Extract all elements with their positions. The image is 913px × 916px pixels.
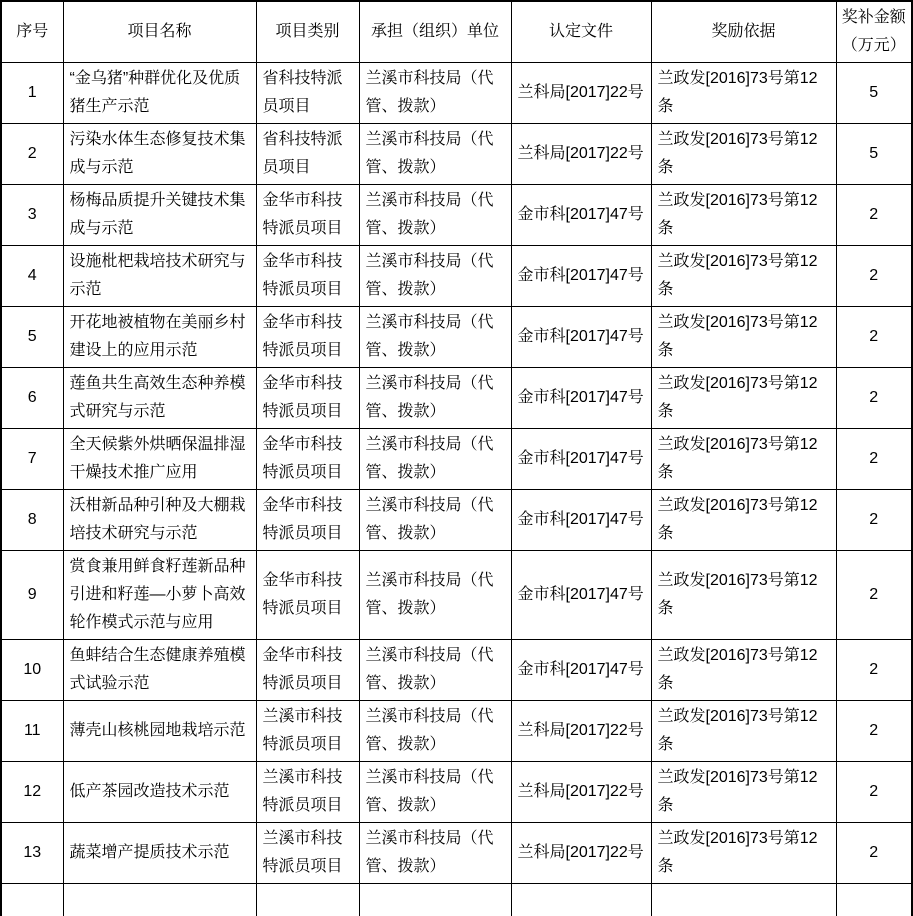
cell-category: 兰溪市科技特派员项目 [256,823,359,884]
cell-empty [651,884,836,916]
cell-category: 兰溪市科技特派员项目 [256,762,359,823]
cell-no: 4 [1,246,63,307]
cell-amount: 2 [836,490,912,551]
cell-amount: 5 [836,124,912,185]
cell-name: 开花地被植物在美丽乡村建设上的应用示范 [63,307,256,368]
header-cell-no: 序号 [1,1,63,63]
header-cell-category: 项目类别 [256,1,359,63]
header-cell-basis: 奖励依据 [651,1,836,63]
cell-basis: 兰政发[2016]73号第12条 [651,823,836,884]
header-row [1,1,912,63]
table-row [1,124,912,185]
cell-amount: 2 [836,701,912,762]
cell-document: 兰科局[2017]22号 [511,823,651,884]
cell-document: 兰科局[2017]22号 [511,762,651,823]
cell-empty [256,884,359,916]
cell-no: 7 [1,429,63,490]
table-row [1,368,912,429]
cell-amount: 2 [836,551,912,640]
cell-category: 省科技特派员项目 [256,63,359,124]
cell-category: 金华市科技特派员项目 [256,307,359,368]
cell-name: 薄壳山核桃园地栽培示范 [63,701,256,762]
cell-unit: 兰溪市科技局（代管、拨款） [359,124,511,185]
cell-category: 金华市科技特派员项目 [256,640,359,701]
cell-document: 金市科[2017]47号 [511,640,651,701]
table-row [1,307,912,368]
cell-basis: 兰政发[2016]73号第12条 [651,762,836,823]
header-cell-unit: 承担（组织）单位 [359,1,511,63]
table-row [1,762,912,823]
cell-amount: 2 [836,368,912,429]
cell-empty [63,884,256,916]
cell-unit: 兰溪市科技局（代管、拨款） [359,429,511,490]
cell-basis: 兰政发[2016]73号第12条 [651,551,836,640]
cell-name: 设施枇杷栽培技术研究与示范 [63,246,256,307]
cell-category: 金华市科技特派员项目 [256,185,359,246]
cell-amount: 2 [836,762,912,823]
header-cell-name: 项目名称 [63,1,256,63]
cell-document: 金市科[2017]47号 [511,368,651,429]
cell-amount: 2 [836,246,912,307]
cell-amount: 2 [836,823,912,884]
table-row [1,823,912,884]
cell-basis: 兰政发[2016]73号第12条 [651,701,836,762]
cell-name: 全天候紫外烘晒保温排湿干燥技术推广应用 [63,429,256,490]
header-cell-document: 认定文件 [511,1,651,63]
cell-basis: 兰政发[2016]73号第12条 [651,640,836,701]
cell-unit: 兰溪市科技局（代管、拨款） [359,185,511,246]
cell-unit: 兰溪市科技局（代管、拨款） [359,490,511,551]
table-row [1,429,912,490]
cell-empty [836,884,912,916]
cell-amount: 2 [836,185,912,246]
cell-no: 10 [1,640,63,701]
cell-name: 沃柑新品种引种及大棚栽培技术研究与示范 [63,490,256,551]
cell-no: 1 [1,63,63,124]
cell-document: 兰科局[2017]22号 [511,63,651,124]
cell-name: 污染水体生态修复技术集成与示范 [63,124,256,185]
cell-category: 金华市科技特派员项目 [256,246,359,307]
header-cell-amount: 奖补金额（万元） [836,1,912,63]
cell-name: 鱼蚌结合生态健康养殖模式试验示范 [63,640,256,701]
cell-no: 12 [1,762,63,823]
cell-unit: 兰溪市科技局（代管、拨款） [359,307,511,368]
cell-empty [511,884,651,916]
cell-no: 11 [1,701,63,762]
table-row [1,63,912,124]
cell-category: 金华市科技特派员项目 [256,490,359,551]
cell-unit: 兰溪市科技局（代管、拨款） [359,762,511,823]
cell-name: 莲鱼共生高效生态种养模式研究与示范 [63,368,256,429]
table-row-partial [1,884,912,916]
cell-unit: 兰溪市科技局（代管、拨款） [359,823,511,884]
cell-unit: 兰溪市科技局（代管、拨款） [359,63,511,124]
cell-category: 金华市科技特派员项目 [256,429,359,490]
cell-no: 6 [1,368,63,429]
cell-basis: 兰政发[2016]73号第12条 [651,63,836,124]
cell-amount: 2 [836,429,912,490]
table-row [1,185,912,246]
cell-category: 金华市科技特派员项目 [256,368,359,429]
cell-document: 金市科[2017]47号 [511,551,651,640]
cell-document: 兰科局[2017]22号 [511,124,651,185]
cell-amount: 5 [836,63,912,124]
cell-basis: 兰政发[2016]73号第12条 [651,368,836,429]
cell-basis: 兰政发[2016]73号第12条 [651,307,836,368]
cell-basis: 兰政发[2016]73号第12条 [651,185,836,246]
cell-no: 5 [1,307,63,368]
cell-category: 金华市科技特派员项目 [256,551,359,640]
cell-unit: 兰溪市科技局（代管、拨款） [359,701,511,762]
table-row [1,490,912,551]
cell-document: 金市科[2017]47号 [511,185,651,246]
cell-unit: 兰溪市科技局（代管、拨款） [359,551,511,640]
cell-unit: 兰溪市科技局（代管、拨款） [359,640,511,701]
table-row [1,701,912,762]
cell-amount: 2 [836,307,912,368]
table-row [1,640,912,701]
cell-document: 金市科[2017]47号 [511,307,651,368]
cell-document: 金市科[2017]47号 [511,246,651,307]
cell-name: 蔬菜增产提质技术示范 [63,823,256,884]
table-header [1,1,912,63]
cell-basis: 兰政发[2016]73号第12条 [651,246,836,307]
cell-category: 省科技特派员项目 [256,124,359,185]
cell-unit: 兰溪市科技局（代管、拨款） [359,246,511,307]
cell-no: 13 [1,823,63,884]
cell-name: 杨梅品质提升关键技术集成与示范 [63,185,256,246]
cell-basis: 兰政发[2016]73号第12条 [651,124,836,185]
cell-no: 3 [1,185,63,246]
cell-name: “金乌猪”种群优化及优质猪生产示范 [63,63,256,124]
cell-amount: 2 [836,640,912,701]
cell-name: 赏食兼用鲜食籽莲新品种引进和籽莲—小萝卜高效轮作模式示范与应用 [63,551,256,640]
cell-no: 8 [1,490,63,551]
cell-empty [359,884,511,916]
table-row [1,551,912,640]
cell-name: 低产茶园改造技术示范 [63,762,256,823]
table-row [1,246,912,307]
cell-basis: 兰政发[2016]73号第12条 [651,490,836,551]
cell-unit: 兰溪市科技局（代管、拨款） [359,368,511,429]
cell-document: 金市科[2017]47号 [511,429,651,490]
cell-category: 兰溪市科技特派员项目 [256,701,359,762]
cell-empty [1,884,63,916]
cell-document: 兰科局[2017]22号 [511,701,651,762]
cell-no: 9 [1,551,63,640]
cell-no: 2 [1,124,63,185]
cell-document: 金市科[2017]47号 [511,490,651,551]
cell-basis: 兰政发[2016]73号第12条 [651,429,836,490]
table-body [1,63,912,916]
